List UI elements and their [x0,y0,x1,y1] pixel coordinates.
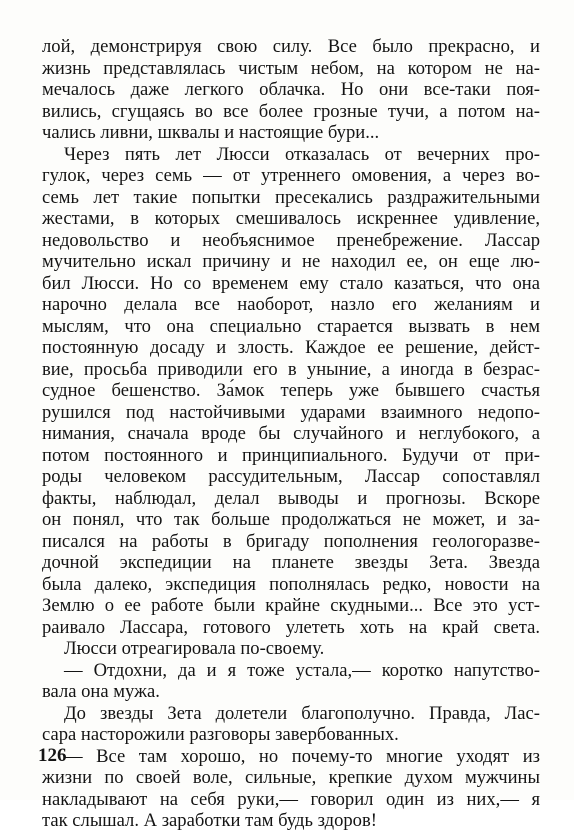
body-text [42,36,540,832]
text-line: накладывают на себя руки,— говорил один из них,— я [42,788,540,810]
text-line: постоянную досаду и злость. Каждое ее решение, дейст- [42,337,540,358]
text-line: — Отдохни, да и я тоже устала,— коротко напутство- [64,659,540,681]
text-line: сара насторожили разговоры завербованных. [42,724,399,745]
text-line: вились, сгущаясь во все более грозные тучи, а потом на- [42,100,540,122]
text-line: мыслям, что она специально старается вызвать в нем [42,315,540,337]
text-line: была далеко, экспедиция пополнялась редко, новости на [42,573,540,595]
text-line: жизни по своей воле, сильные, крепкие духом мужчины [42,767,540,788]
text-line: потом постоянного и принципиального. Будучи от при- [42,444,540,466]
text-line: вала она мужа. [42,681,160,702]
text-line: дочной экспедиции на планете звезды Зета. Звезда [42,552,540,573]
text-line: роды человеком рассудительным, Лассар сопоставлял [42,466,540,487]
text-line: Через пять лет Люсси отказалась от вечерних про- [64,143,540,165]
text-line: нарочно делала все наоборот, назло его желаниям и [42,294,540,315]
text-line: бил Люсси. Но со временем ему стало казаться, что она [42,272,540,294]
text-line: судное бешенство. За́мок теперь уже бывшего счастья [42,380,540,401]
text-line: вие, просьба приводили его в уныние, а иногда в безрас- [42,358,540,380]
text-line: недовольство и необъяснимое пренебрежение. Лассар [42,229,540,251]
text-line: писался на работы в бригаду пополнения геологоразве- [42,530,540,552]
text-line: жизнь представлялась чистым небом, на котором не на- [42,57,540,79]
text-line: чались ливни, шквалы и настоящие бури... [42,122,380,143]
page-number: 126 [38,745,67,766]
text-line: рушился под настойчивыми ударами взаимного недопо- [42,401,540,423]
text-line: семь лет такие попытки пресекались раздражительными [42,186,540,208]
text-line: раивало Лассара, готового улететь хоть на край света. [42,616,540,638]
text-line: гулок, через семь — от утреннего омовения, а через во- [42,165,540,186]
text-line: Люсси отреагировала по-своему. [64,638,325,659]
text-line: жестами, в которых смешивалось искреннее удивление, [42,208,540,229]
text-line: До звезды Зета долетели благополучно. Правда, Лас- [64,702,540,724]
text-line: лой, демонстрируя свою силу. Все было прекрасно, и [42,36,540,57]
text-line: Землю о ее работе были крайне скудными... Все это уст- [42,595,540,616]
text-line: факты, наблюдал, делал выводы и прогнозы. Вскоре [42,487,540,509]
text-line: мучительно искал причину и не находил ее, он еще лю- [42,251,540,272]
text-line: нимания, сначала вроде бы случайного и неглубокого, а [42,423,540,444]
text-line: мечалось даже легкого облачка. Но они все-таки поя- [42,79,540,100]
text-line: — Все там хорошо, но почему-то многие уходят из [64,745,540,767]
text-line: так слышал. А заработки там будь здоров! [42,810,377,831]
text-line: он понял, что так больше продолжаться не может, и за- [42,509,540,530]
